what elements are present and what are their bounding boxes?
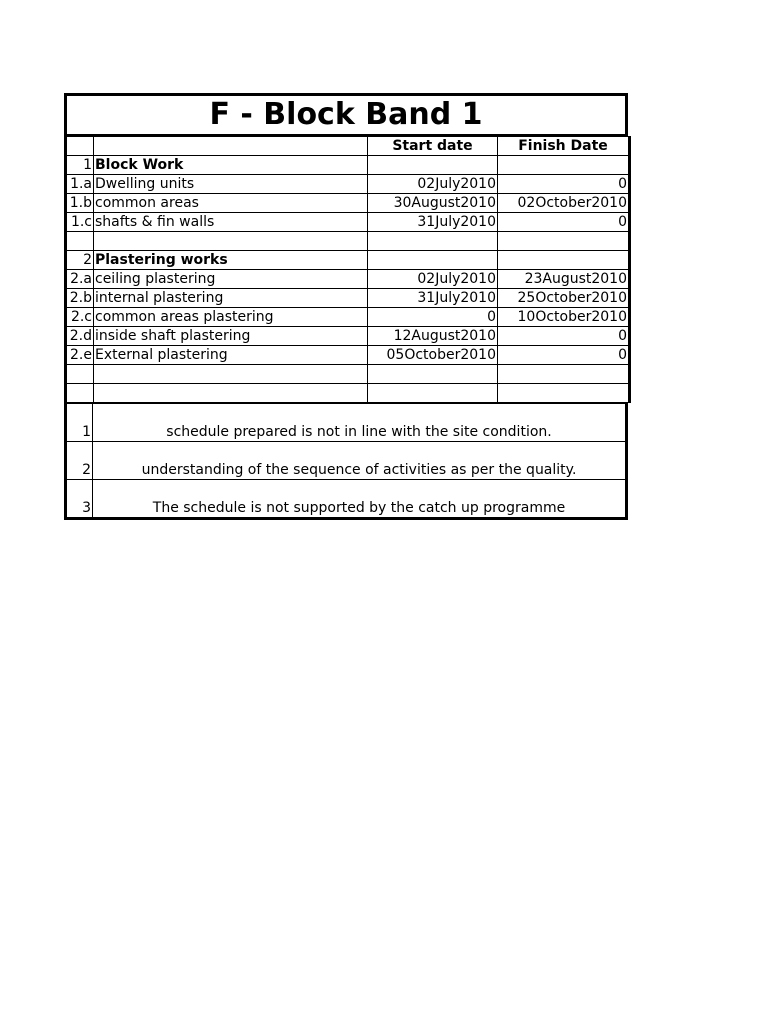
row-start-date: [368, 156, 498, 175]
row-start-date: 31July2010: [368, 213, 498, 232]
row-start-date: 02July2010: [368, 270, 498, 289]
notes-section: [64, 403, 628, 520]
row-finish-date: 25October2010: [498, 289, 630, 308]
header-num-cell: [66, 137, 94, 156]
table-row: [66, 384, 630, 403]
table-row: [66, 213, 630, 232]
row-number: [66, 384, 94, 403]
table-row: [66, 175, 630, 194]
note-number: 3: [67, 480, 93, 517]
row-finish-date: [498, 156, 630, 175]
row-finish-date: 02October2010: [498, 194, 630, 213]
table-row: [66, 232, 630, 251]
row-start-date: 30August2010: [368, 194, 498, 213]
row-number: 2.a: [66, 270, 94, 289]
row-number: [66, 365, 94, 384]
header-start-date: Start date: [368, 137, 498, 156]
row-start-date: [368, 251, 498, 270]
row-number: 2.c: [66, 308, 94, 327]
row-start-date: [368, 384, 498, 403]
row-activity: common areas plastering: [94, 308, 368, 327]
row-activity: common areas: [94, 194, 368, 213]
row-start-date: [368, 365, 498, 384]
table-row: [66, 346, 630, 365]
table-row: [66, 365, 630, 384]
table-row: [66, 270, 630, 289]
row-activity: Block Work: [94, 156, 368, 175]
row-start-date: 31July2010: [368, 289, 498, 308]
row-start-date: [368, 232, 498, 251]
note-number: 1: [67, 404, 93, 441]
note-text: schedule prepared is not in line with the site condition.: [166, 424, 552, 440]
header-row: [66, 137, 630, 156]
row-number: 1: [66, 156, 94, 175]
table-row: [66, 251, 630, 270]
row-finish-date: 0: [498, 213, 630, 232]
row-number: 2: [66, 251, 94, 270]
note-row: [67, 479, 625, 517]
row-start-date: 12August2010: [368, 327, 498, 346]
header-item-cell: [94, 137, 368, 156]
table-row: [66, 194, 630, 213]
row-number: 1.a: [66, 175, 94, 194]
note-row: [67, 441, 625, 479]
row-activity: internal plastering: [94, 289, 368, 308]
row-number: 2.e: [66, 346, 94, 365]
row-start-date: 05October2010: [368, 346, 498, 365]
row-activity: ceiling plastering: [94, 270, 368, 289]
row-finish-date: 0: [498, 327, 630, 346]
row-activity: inside shaft plastering: [94, 327, 368, 346]
row-finish-date: 0: [498, 175, 630, 194]
note-row: [67, 403, 625, 441]
table-row: [66, 308, 630, 327]
row-activity: [94, 384, 368, 403]
row-number: 1.b: [66, 194, 94, 213]
row-number: 2.b: [66, 289, 94, 308]
table-row: [66, 327, 630, 346]
row-finish-date: [498, 384, 630, 403]
note-text: understanding of the sequence of activities as per the quality.: [141, 462, 577, 478]
row-activity: Dwelling units: [94, 175, 368, 194]
note-text: The schedule is not supported by the catch up programme: [152, 500, 566, 516]
row-number: 1.c: [66, 213, 94, 232]
row-start-date: 02July2010: [368, 175, 498, 194]
schedule-sheet: [64, 93, 628, 520]
row-finish-date: 23August2010: [498, 270, 630, 289]
row-number: 2.d: [66, 327, 94, 346]
sheet-title: F - Block Band 1: [64, 93, 628, 136]
row-activity: [94, 365, 368, 384]
row-finish-date: 0: [498, 346, 630, 365]
row-finish-date: [498, 232, 630, 251]
schedule-table: [64, 136, 631, 403]
row-number: [66, 232, 94, 251]
row-finish-date: 10October2010: [498, 308, 630, 327]
table-row: [66, 156, 630, 175]
row-activity: External plastering: [94, 346, 368, 365]
row-finish-date: [498, 365, 630, 384]
row-activity: Plastering works: [94, 251, 368, 270]
row-finish-date: [498, 251, 630, 270]
row-activity: [94, 232, 368, 251]
note-number: 2: [67, 442, 93, 479]
row-activity: shafts & fin walls: [94, 213, 368, 232]
table-row: [66, 289, 630, 308]
row-start-date: 0: [368, 308, 498, 327]
header-finish-date: Finish Date: [498, 137, 630, 156]
